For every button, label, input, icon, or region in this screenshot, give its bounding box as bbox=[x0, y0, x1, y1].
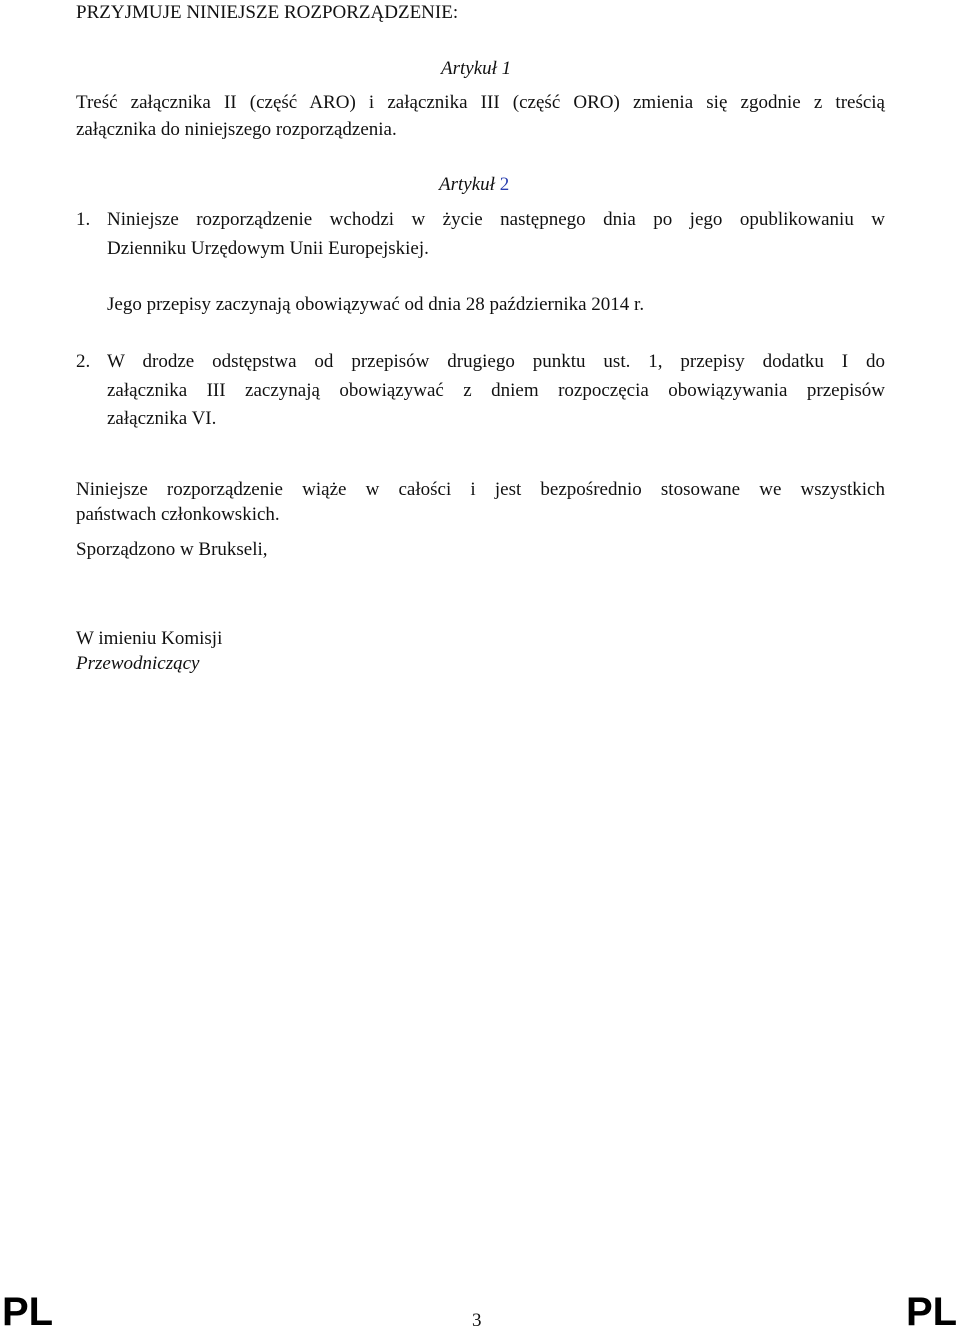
language-code-right: PL bbox=[906, 1290, 958, 1334]
paragraph-2-line-3: załącznika VI. bbox=[107, 408, 217, 429]
paragraph-2-line-2: załącznika III zaczynają obowiązywać z dniem rozpoczęcia obowiązywania przepisów bbox=[107, 380, 885, 401]
article-1-line-1: Treść załącznika II (część ARO) i załącznika III (część ORO) zmienia się zgodnie z treścią bbox=[76, 92, 885, 113]
signature-role: Przewodniczący bbox=[76, 653, 200, 674]
article-2-heading-number: 2 bbox=[499, 174, 510, 195]
signature-on-behalf: W imieniu Komisji bbox=[76, 628, 223, 649]
binding-clause-line-2: państwach członkowskich. bbox=[76, 504, 280, 525]
paragraph-1-sub: Jego przepisy zaczynają obowiązywać od dnia 28 października 2014 r. bbox=[107, 294, 645, 315]
language-code-left: PL bbox=[2, 1290, 54, 1334]
binding-clause-line-1: Niniejsze rozporządzenie wiąże w całości i jest bezpośrednio stosowane we wszystkich bbox=[76, 479, 885, 500]
article-1-heading: Artykuł 1 bbox=[441, 58, 512, 79]
paragraph-1-line-1: Niniejsze rozporządzenie wchodzi w życie następnego dnia po jego opublikowaniu w bbox=[107, 209, 885, 230]
paragraph-2-label: 2. bbox=[76, 351, 91, 372]
paragraph-1-line-2: Dzienniku Urzędowym Unii Europejskiej. bbox=[107, 238, 429, 259]
article-2-heading bbox=[439, 174, 509, 196]
page-number: 3 bbox=[472, 1310, 482, 1331]
article-1-line-2: załącznika do niniejszego rozporządzenia. bbox=[76, 119, 397, 140]
paragraph-2-line-1: W drodze odstępstwa od przepisów drugiego punktu ust. 1, przepisy dodatku I do bbox=[107, 351, 885, 372]
article-2-heading-word: Artykuł bbox=[439, 174, 495, 195]
paragraph-1-label: 1. bbox=[76, 209, 91, 230]
done-at: Sporządzono w Brukseli, bbox=[76, 539, 268, 560]
preamble: PRZYJMUJE NINIEJSZE ROZPORZĄDZENIE: bbox=[76, 2, 459, 23]
